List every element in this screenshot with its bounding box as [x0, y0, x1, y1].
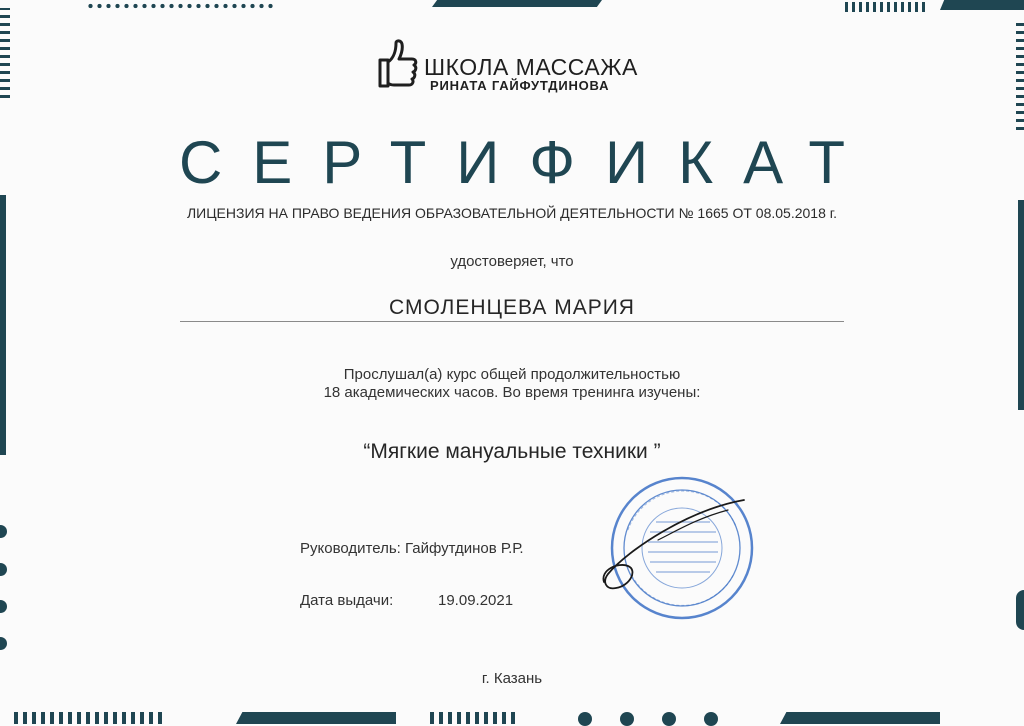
- certifies-text: удостоверяет, что: [450, 253, 574, 270]
- left-edge-bar: [0, 195, 6, 455]
- logo-line-2: РИНАТА ГАЙФУТДИНОВА: [430, 78, 610, 93]
- certificate-title: СЕРТИФИКАТ: [178, 129, 876, 196]
- logo-line-1: ШКОЛА МАССАЖА: [424, 54, 638, 80]
- thumbs-up-icon: [372, 38, 418, 90]
- top-right-stripes: [845, 2, 925, 12]
- recipient-name: СМОЛЕНЦЕВА МАРИЯ: [389, 296, 635, 319]
- left-edge-dot-4: [0, 637, 7, 650]
- right-edge-stripes: [1016, 20, 1024, 130]
- course-description-line-1: Прослушал(а) курс общей продолжительностью: [343, 366, 681, 383]
- course-description-line-2: 18 академических часов. Во время тренинга изучены:: [323, 384, 701, 401]
- bottom-stripes-mid: [430, 712, 520, 724]
- bottom-bar-1: [236, 712, 396, 724]
- left-edge-dot-3: [0, 600, 7, 613]
- issue-date-label: Дата выдачи:: [300, 592, 394, 609]
- school-logo: [372, 38, 662, 96]
- official-stamp: [598, 470, 758, 630]
- bottom-bar-2: [780, 712, 940, 724]
- left-edge-dot-1: [0, 525, 7, 538]
- top-bar-1: [432, 0, 602, 7]
- left-edge-dot-2: [0, 563, 7, 576]
- left-edge-stripes: [0, 8, 10, 98]
- top-bar-2: [940, 0, 1024, 10]
- right-edge-dot: [1016, 590, 1024, 630]
- course-topic: “Мягкие мануальные техники ”: [363, 440, 661, 463]
- name-underline: [180, 321, 844, 322]
- top-left-dots: [86, 3, 276, 9]
- bottom-left-stripes: [14, 712, 164, 724]
- license-line: ЛИЦЕНЗИЯ НА ПРАВО ВЕДЕНИЯ ОБРАЗОВАТЕЛЬНОЙ ДЕЯТЕЛЬНОСТИ № 1665 ОТ 08.05.2018 г.: [186, 205, 838, 221]
- issue-date-value: 19.09.2021: [438, 592, 514, 609]
- director-line: Руководитель: Гайфутдинов Р.Р.: [300, 540, 524, 557]
- city-line: г. Казань: [481, 670, 543, 687]
